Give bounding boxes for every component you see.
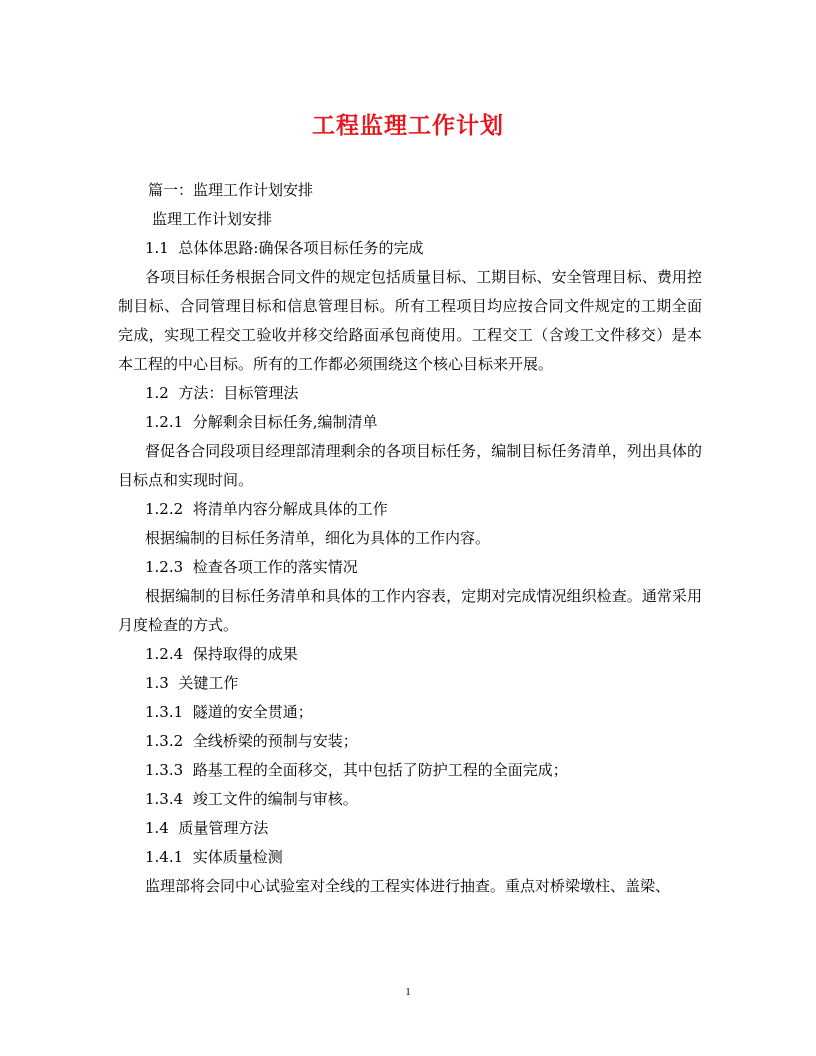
heading-1-2-4: 1.2.4 保持取得的成果 <box>145 645 298 663</box>
paragraph-task-list: 督促各合同段项目经理部清理剩余的各项目标任务，编制目标任务清单，列出具体的目标点和实现时间。 <box>118 442 702 489</box>
heading-1-2-1: 1.2.1 分解剩余目标任务,编制清单 <box>145 413 378 431</box>
heading-1-4: 1.4 质量管理方法 <box>145 819 269 837</box>
heading-1-2-3: 1.2.3 检查各项工作的落实情况 <box>145 558 358 576</box>
heading-1-4-1: 1.4.1 实体质量检测 <box>145 848 283 866</box>
heading-1-3-2: 1.3.2 全线桥梁的预制与安装； <box>145 732 358 750</box>
paragraph-work-content: 根据编制的目标任务清单，细化为具体的工作内容。 <box>145 529 491 547</box>
page-number: 1 <box>405 986 411 998</box>
section-heading-part1: 篇一：监理工作计划安排 <box>148 181 314 199</box>
document-body <box>118 176 702 901</box>
heading-1-1: 1.1 总体体思路:确保各项目标任务的完成 <box>145 239 424 257</box>
subtitle-line: 监理工作计划安排 <box>152 210 273 228</box>
heading-1-3-3: 1.3.3 路基工程的全面移交，其中包括了防护工程的全面完成； <box>145 761 568 779</box>
heading-1-3-1: 1.3.1 隧道的安全贯通； <box>145 703 313 721</box>
heading-1-2-2: 1.2.2 将清单内容分解成具体的工作 <box>145 500 388 518</box>
heading-1-3-4: 1.3.4 竣工文件的编制与审核。 <box>145 790 358 808</box>
paragraph-goals: 各项目标任务根据合同文件的规定包括质量目标、工期目标、安全管理目标、费用控制目标、合同管理目标和信息管理目标。所有工程项目均应按合同文件规定的工期全面完成，实现工程交工验收并移交给路面承包商使用。工程交工（含竣工文件移交）是本本工程的中心目标。所有的工作都必须围绕这个核心目标来开展。 <box>118 268 702 373</box>
document-title: 工程监理工作计划 <box>312 112 504 139</box>
heading-1-2: 1.2 方法：目标管理法 <box>145 384 299 402</box>
paragraph-inspection: 根据编制的目标任务清单和具体的工作内容表，定期对完成情况组织检查。通常采用月度检查的方式。 <box>118 587 702 634</box>
paragraph-quality-check: 监理部将会同中心试验室对全线的工程实体进行抽查。重点对桥梁墩柱、盖梁、 <box>145 877 671 895</box>
heading-1-3: 1.3 关键工作 <box>145 674 239 692</box>
